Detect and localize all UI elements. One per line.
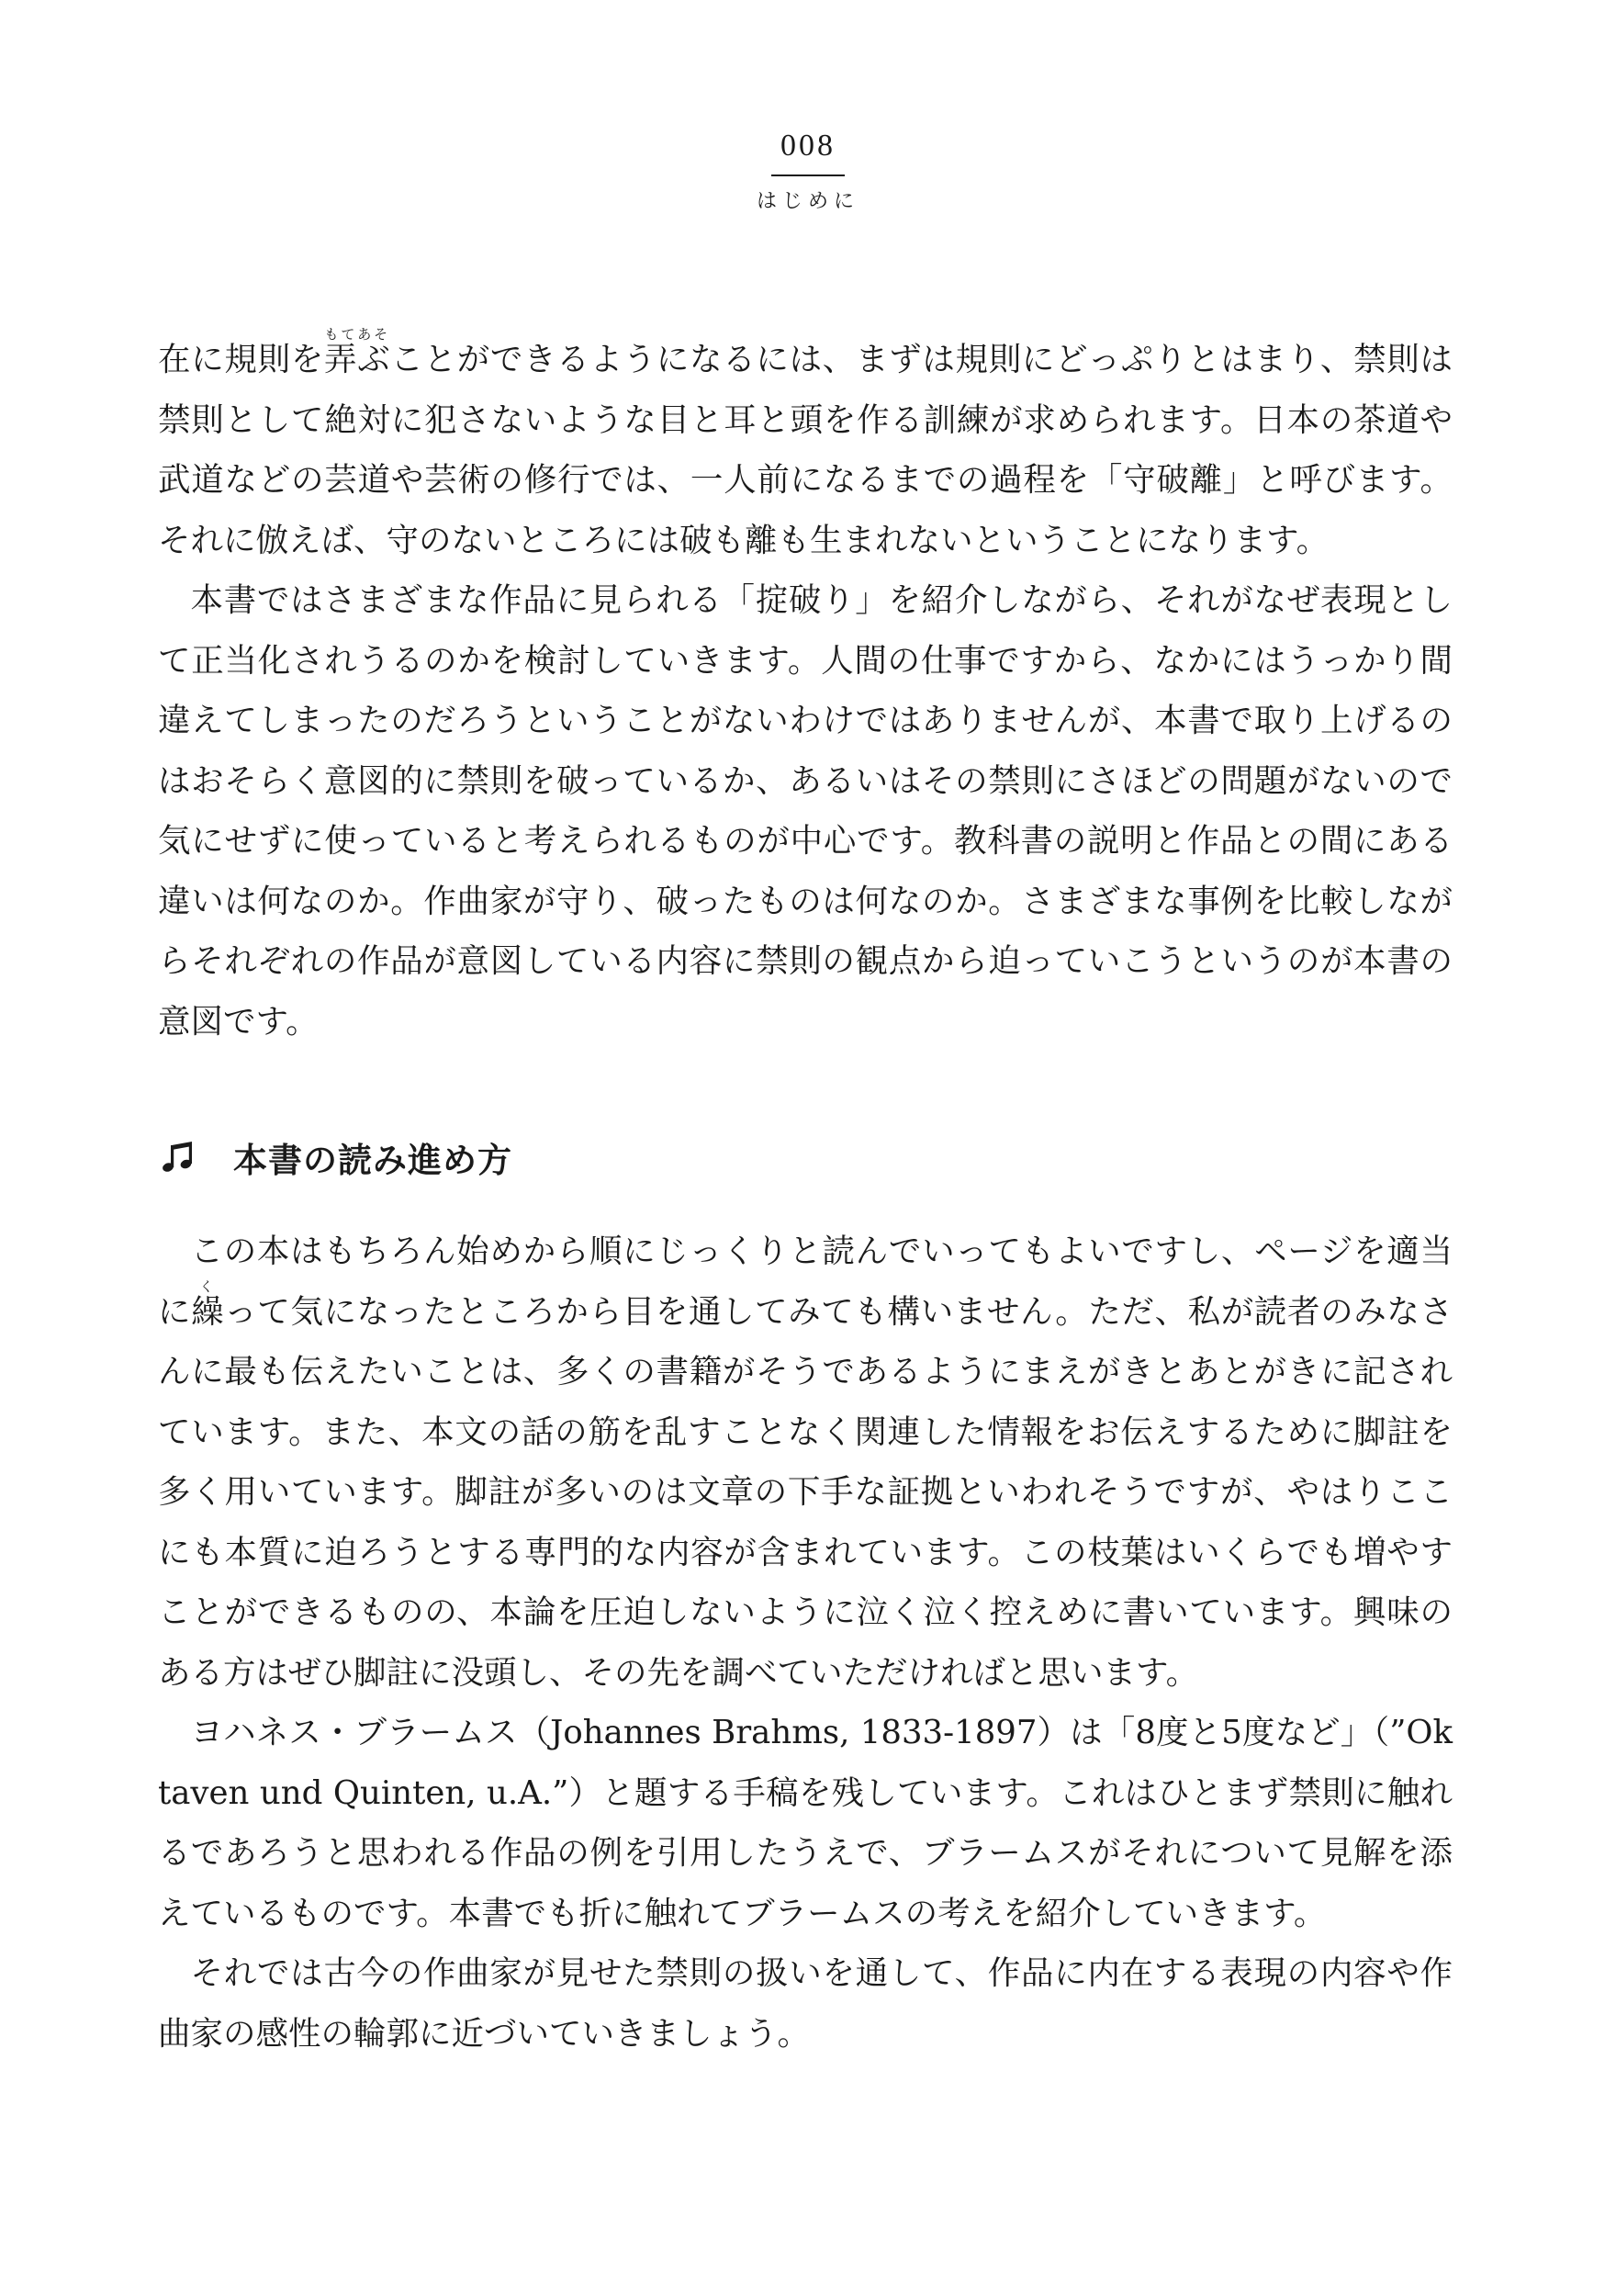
body-text xyxy=(158,326,1453,2064)
text-run: って気になったところから目を通してみても構いません。ただ、私が読者のみなさんに最も伝えたいことは、多くの書籍がそうであるようにまえがきとあとがきに記されています。また、本文の話の筋を乱すことなく関連した情報をお伝えするために脚註を多く用いています。脚註が多いのは文章の下手な証拠といわれそうですが、やはりここにも本質に迫ろうとする専門的な内容が含まれています。この枝葉はいくらでも増やすことができるものの、本論を圧迫しないように泣く泣く控えめに書いています。興味のある方はぜひ脚註に没頭し、その先を調べていただければと思います。 xyxy=(158,1292,1453,1692)
paragraph xyxy=(158,1221,1453,1703)
chapter-title: はじめに xyxy=(756,190,859,213)
ruby-annotation xyxy=(323,326,391,378)
page-number: 008 xyxy=(771,130,845,176)
ruby-base: 繰 xyxy=(191,1292,225,1331)
text-run: 在に規則を xyxy=(158,341,324,378)
section-heading xyxy=(158,1130,1453,1185)
page-header xyxy=(0,130,1616,214)
music-note-icon xyxy=(160,1139,196,1176)
ruby-base: 弄ぶ xyxy=(323,341,391,378)
ruby-reading: く xyxy=(191,1277,224,1295)
paragraph: 本書ではさまざまな作品に見られる「掟破り」を紹介しながら、それがなぜ表現として正当化されうるのかを検討していきます。人間の仕事ですから、なかにはうっかり間違えてしまったのだろうということがないわけではありませんが、本書で取り上げるのはおそらく意図的に禁則を破っているか、あるいはその禁則にさほどの問題がないので気にせずに使っていると考えられるものが中心です。教科書の説明と作品との間にある違いは何なのか。作曲家が守り、破ったものは何なのか。さまざまな事例を比較しながらそれぞれの作品が意図している内容に禁則の観点から迫っていこうというのが本書の意図です。 xyxy=(158,581,1453,1041)
ruby-annotation xyxy=(191,1277,225,1331)
section-title: 本書の読み進め方 xyxy=(233,1141,512,1180)
text-run: ことができるようになるには、まずは規則にどっぷりとはまり、禁則は禁則として絶対に犯さないような目と耳と頭を作る訓練が求められます。日本の茶道や武道などの芸道や芸術の修行では、一人前になるまでの過程を「守破離」と呼びます。それに倣えば、守のないところには破も離も生まれないということになります。 xyxy=(158,341,1453,559)
ruby-reading: もてあそ xyxy=(323,326,390,343)
text-run: この本はもちろん始めから順にじっくりと読んでいってもよいですし、ページを適当に xyxy=(158,1232,1453,1331)
paragraph-continuation xyxy=(158,326,1453,570)
paragraph: ヨハネス・ブラームス（Johannes Brahms, 1833-1897）は「8度と5度など」（”Oktaven und Quinten, u.A.”）と題する手稿を残しています。これはひとまず禁則に触れるであろうと思われる作品の例を引用したうえで、ブラームスがそれについて見解を添えているものです。本書でも折に触れてブラームスの考えを紹介していきます。 xyxy=(158,1714,1453,1932)
paragraph: それでは古今の作曲家が見せた禁則の扱いを通して、作品に内在する表現の内容や作曲家の感性の輪郭に近づいていきましょう。 xyxy=(158,1954,1453,2053)
